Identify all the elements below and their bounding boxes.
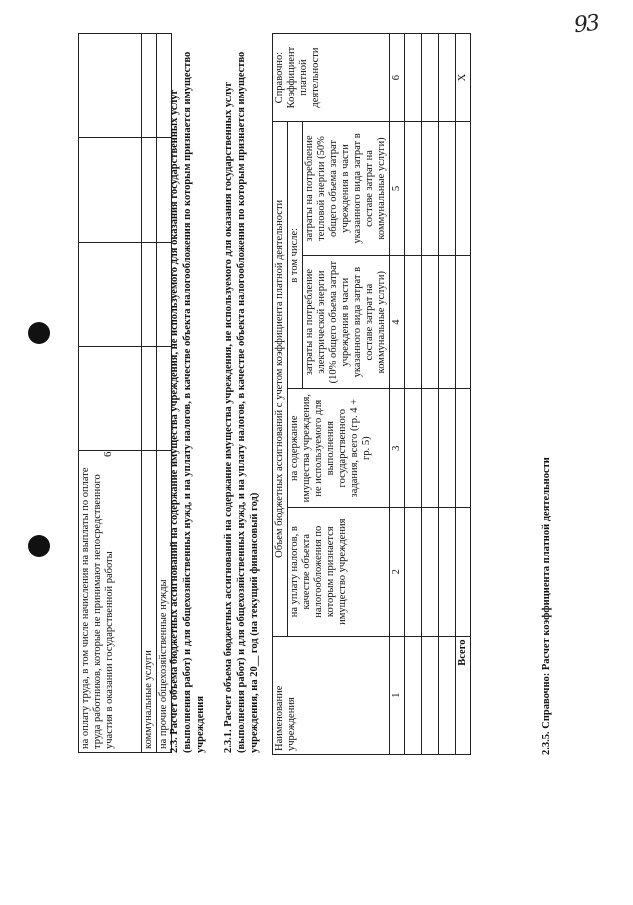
table-cell — [405, 636, 422, 754]
column-numbers-row — [390, 34, 405, 755]
col-number: 6 — [390, 34, 405, 122]
col-number: 5 — [390, 122, 405, 256]
table-cell — [439, 636, 456, 754]
table-cell — [456, 389, 471, 507]
main-table — [272, 33, 471, 755]
table-row — [142, 34, 157, 753]
col-number: 2 — [390, 507, 405, 636]
table-cell — [142, 242, 157, 346]
row-label: на прочие общехозяйственные нужды — [157, 451, 172, 753]
col5-header: затраты на потребление тепловой энергии (50% общего объема затрат учреждения в части указанного вида затрат в составе затрат на коммунальные услуги) — [303, 122, 390, 256]
total-col6: X — [456, 34, 471, 122]
table-cell — [439, 255, 456, 389]
table-cell — [439, 507, 456, 636]
row-label: коммунальные услуги — [142, 451, 157, 753]
table-cell — [456, 255, 471, 389]
col-number: 3 — [390, 389, 405, 507]
table-cell — [79, 34, 142, 138]
table-cell — [422, 122, 439, 256]
table-cell — [405, 34, 422, 122]
sub-header: в том числе: — [288, 122, 303, 389]
table-cell — [439, 389, 456, 507]
table-cell — [79, 346, 142, 450]
table-row — [405, 34, 422, 755]
table-cell — [405, 122, 422, 256]
section-2-3-5-heading: 2.3.5. Справочно: Расчет коэффициента платной деятельности — [541, 457, 552, 755]
col4-header: затраты на потребление электрической энергии (10% общего объема затрат учреждения в части указанного вида затрат в составе затрат на коммунальные услуги) — [303, 255, 390, 389]
table-cell — [422, 255, 439, 389]
handwritten-page-number: 93 — [572, 10, 600, 39]
table-cell — [439, 122, 456, 256]
table-cell — [142, 346, 157, 450]
table-cell — [405, 507, 422, 636]
col1-header: Наименование учреждения — [273, 636, 390, 754]
table-row — [79, 34, 142, 753]
section-2-3-1-heading: 2.3.1. Расчет объема бюджетных ассигнований на содержание имущества учреждения, не используемого для оказания государственных услуг (выполнения работ) и для общехозяйственных нужд, и на уплату налогов, в качестве объекта налогообложения по которым признается имущество учреждения, на 20__ год (на текущий финансовый год) — [223, 51, 260, 753]
table-cell — [405, 255, 422, 389]
header-row — [273, 34, 288, 755]
table-cell — [405, 389, 422, 507]
table-cell — [439, 34, 456, 122]
row-label: на оплату труда, в том числе начисления на выплаты по оплате труда работников, которые не принимают непосредственного участия в оказании государственной работы — [79, 451, 142, 753]
page-number: 6 — [102, 451, 114, 457]
table-row — [422, 34, 439, 755]
group-header: Объем бюджетных ассигнований с учетом коэффициента платной деятельности — [273, 122, 288, 636]
total-row — [456, 34, 471, 755]
table-cell — [456, 122, 471, 256]
table-cell — [422, 636, 439, 754]
table-cell — [142, 34, 157, 138]
table-cell — [79, 138, 142, 242]
col-number: 1 — [390, 636, 405, 754]
top-table — [78, 33, 172, 753]
table-cell — [422, 389, 439, 507]
col3-header: на содержание имущества учреждения, не используемого для выполнения государственного задания, всего (гр. 4 + гр. 5) — [288, 389, 390, 507]
col2-header: на уплату налогов, в качестве объекта налогообложения по которым признается имущество учреждения — [288, 507, 390, 636]
col-number: 4 — [390, 255, 405, 389]
table-cell — [422, 507, 439, 636]
section-2-3-heading: 2.3. Расчет объема бюджетных ассигнований на содержание имущества учреждения, не используемого для оказания государственных услуг (выполнения работ) и для общехозяйственных нужд, и на уплату налогов, в качестве объекта налогообложения по которым признается имущество учреждения — [169, 51, 206, 753]
total-label: Всего — [456, 636, 471, 754]
table-cell — [422, 34, 439, 122]
table-cell — [142, 138, 157, 242]
table-row — [439, 34, 456, 755]
table-cell — [79, 242, 142, 346]
table-cell — [456, 507, 471, 636]
col6-header: Справочно: Коэффициент платной деятельности — [273, 34, 390, 122]
